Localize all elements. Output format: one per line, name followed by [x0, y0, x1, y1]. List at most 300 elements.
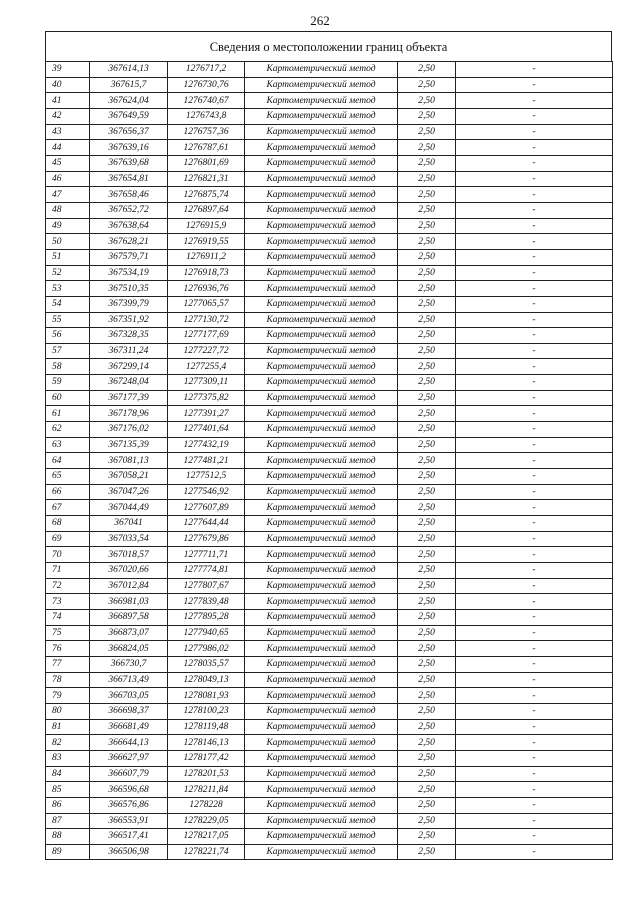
method-cell: Картометрический метод [245, 281, 398, 297]
method-cell: Картометрический метод [245, 829, 398, 845]
description-cell: - [456, 782, 613, 798]
table-row [46, 547, 613, 563]
accuracy-cell: 2,50 [398, 469, 456, 485]
y-coordinate-cell: 1277375,82 [168, 390, 245, 406]
point-number-cell: 46 [46, 171, 90, 187]
x-coordinate-cell: 366596,68 [90, 782, 168, 798]
x-coordinate-cell: 367399,79 [90, 296, 168, 312]
x-coordinate-cell: 367311,24 [90, 343, 168, 359]
method-cell: Картометрический метод [245, 171, 398, 187]
method-cell: Картометрический метод [245, 484, 398, 500]
y-coordinate-cell: 1276801,69 [168, 155, 245, 171]
table-row [46, 844, 613, 860]
y-coordinate-cell: 1278217,05 [168, 829, 245, 845]
accuracy-cell: 2,50 [398, 844, 456, 860]
y-coordinate-cell: 1277432,19 [168, 437, 245, 453]
table-row [46, 265, 613, 281]
table-row [46, 625, 613, 641]
y-coordinate-cell: 1277391,27 [168, 406, 245, 422]
table-row [46, 453, 613, 469]
description-cell: - [456, 202, 613, 218]
point-number-cell: 70 [46, 547, 90, 563]
x-coordinate-cell: 367041 [90, 516, 168, 532]
accuracy-cell: 2,50 [398, 171, 456, 187]
description-cell: - [456, 656, 613, 672]
table-row [46, 375, 613, 391]
point-number-cell: 72 [46, 578, 90, 594]
description-cell: - [456, 328, 613, 344]
y-coordinate-cell: 1277481,21 [168, 453, 245, 469]
method-cell: Картометрический метод [245, 234, 398, 250]
method-cell: Картометрический метод [245, 766, 398, 782]
accuracy-cell: 2,50 [398, 641, 456, 657]
point-number-cell: 42 [46, 108, 90, 124]
y-coordinate-cell: 1276919,55 [168, 234, 245, 250]
point-number-cell: 62 [46, 422, 90, 438]
y-coordinate-cell: 1276743,8 [168, 108, 245, 124]
accuracy-cell: 2,50 [398, 829, 456, 845]
table-row [46, 249, 613, 265]
x-coordinate-cell: 367178,96 [90, 406, 168, 422]
y-coordinate-cell: 1276821,31 [168, 171, 245, 187]
description-cell: - [456, 281, 613, 297]
method-cell: Картометрический метод [245, 500, 398, 516]
point-number-cell: 76 [46, 641, 90, 657]
accuracy-cell: 2,50 [398, 782, 456, 798]
method-cell: Картометрический метод [245, 844, 398, 860]
y-coordinate-cell: 1276911,2 [168, 249, 245, 265]
point-number-cell: 44 [46, 140, 90, 156]
x-coordinate-cell: 367510,35 [90, 281, 168, 297]
accuracy-cell: 2,50 [398, 359, 456, 375]
x-coordinate-cell: 367639,68 [90, 155, 168, 171]
x-coordinate-cell: 367177,39 [90, 390, 168, 406]
table-row [46, 390, 613, 406]
point-number-cell: 48 [46, 202, 90, 218]
x-coordinate-cell: 367656,37 [90, 124, 168, 140]
description-cell: - [456, 234, 613, 250]
accuracy-cell: 2,50 [398, 234, 456, 250]
accuracy-cell: 2,50 [398, 343, 456, 359]
table-row [46, 719, 613, 735]
y-coordinate-cell: 1277679,86 [168, 531, 245, 547]
description-cell: - [456, 437, 613, 453]
point-number-cell: 59 [46, 375, 90, 391]
table-row [46, 77, 613, 93]
point-number-cell: 81 [46, 719, 90, 735]
description-cell: - [456, 390, 613, 406]
point-number-cell: 53 [46, 281, 90, 297]
y-coordinate-cell: 1277130,72 [168, 312, 245, 328]
x-coordinate-cell: 367058,21 [90, 469, 168, 485]
point-number-cell: 51 [46, 249, 90, 265]
accuracy-cell: 2,50 [398, 656, 456, 672]
x-coordinate-cell: 366698,37 [90, 703, 168, 719]
point-number-cell: 57 [46, 343, 90, 359]
x-coordinate-cell: 367033,54 [90, 531, 168, 547]
method-cell: Картометрический метод [245, 672, 398, 688]
table-row [46, 312, 613, 328]
point-number-cell: 69 [46, 531, 90, 547]
accuracy-cell: 2,50 [398, 93, 456, 109]
x-coordinate-cell: 366607,79 [90, 766, 168, 782]
point-number-cell: 73 [46, 594, 90, 610]
y-coordinate-cell: 1276740,67 [168, 93, 245, 109]
table-row [46, 296, 613, 312]
table-row [46, 281, 613, 297]
x-coordinate-cell: 366873,07 [90, 625, 168, 641]
table-row [46, 500, 613, 516]
method-cell: Картометрический метод [245, 547, 398, 563]
table-row [46, 422, 613, 438]
accuracy-cell: 2,50 [398, 547, 456, 563]
table-row [46, 234, 613, 250]
accuracy-cell: 2,50 [398, 202, 456, 218]
description-cell: - [456, 766, 613, 782]
x-coordinate-cell: 367624,04 [90, 93, 168, 109]
point-number-cell: 39 [46, 62, 90, 78]
table-row [46, 656, 613, 672]
y-coordinate-cell: 1277807,67 [168, 578, 245, 594]
x-coordinate-cell: 367351,92 [90, 312, 168, 328]
accuracy-cell: 2,50 [398, 703, 456, 719]
y-coordinate-cell: 1276915,9 [168, 218, 245, 234]
x-coordinate-cell: 366517,41 [90, 829, 168, 845]
y-coordinate-cell: 1277401,64 [168, 422, 245, 438]
description-cell: - [456, 829, 613, 845]
x-coordinate-cell: 367248,04 [90, 375, 168, 391]
point-number-cell: 68 [46, 516, 90, 532]
description-cell: - [456, 594, 613, 610]
accuracy-cell: 2,50 [398, 218, 456, 234]
y-coordinate-cell: 1278081,93 [168, 688, 245, 704]
x-coordinate-cell: 367012,84 [90, 578, 168, 594]
point-number-cell: 50 [46, 234, 90, 250]
method-cell: Картометрический метод [245, 62, 398, 78]
table-row [46, 609, 613, 625]
accuracy-cell: 2,50 [398, 140, 456, 156]
description-cell: - [456, 469, 613, 485]
x-coordinate-cell: 367615,7 [90, 77, 168, 93]
y-coordinate-cell: 1278221,74 [168, 844, 245, 860]
method-cell: Картометрический метод [245, 202, 398, 218]
accuracy-cell: 2,50 [398, 328, 456, 344]
x-coordinate-cell: 367047,26 [90, 484, 168, 500]
point-number-cell: 74 [46, 609, 90, 625]
y-coordinate-cell: 1277986,02 [168, 641, 245, 657]
point-number-cell: 77 [46, 656, 90, 672]
y-coordinate-cell: 1277065,57 [168, 296, 245, 312]
y-coordinate-cell: 1277512,5 [168, 469, 245, 485]
y-coordinate-cell: 1278177,42 [168, 750, 245, 766]
accuracy-cell: 2,50 [398, 750, 456, 766]
method-cell: Картометрический метод [245, 594, 398, 610]
x-coordinate-cell: 366730,7 [90, 656, 168, 672]
description-cell: - [456, 93, 613, 109]
y-coordinate-cell: 1278035,57 [168, 656, 245, 672]
accuracy-cell: 2,50 [398, 813, 456, 829]
accuracy-cell: 2,50 [398, 281, 456, 297]
y-coordinate-cell: 1276787,61 [168, 140, 245, 156]
description-cell: - [456, 719, 613, 735]
y-coordinate-cell: 1276730,76 [168, 77, 245, 93]
x-coordinate-cell: 366897,58 [90, 609, 168, 625]
x-coordinate-cell: 367579,71 [90, 249, 168, 265]
accuracy-cell: 2,50 [398, 155, 456, 171]
description-cell: - [456, 171, 613, 187]
table-row [46, 62, 613, 78]
description-cell: - [456, 735, 613, 751]
table-row [46, 484, 613, 500]
x-coordinate-cell: 367628,21 [90, 234, 168, 250]
accuracy-cell: 2,50 [398, 609, 456, 625]
table-row [46, 218, 613, 234]
x-coordinate-cell: 366576,86 [90, 797, 168, 813]
boundary-table-frame [45, 31, 612, 860]
accuracy-cell: 2,50 [398, 422, 456, 438]
description-cell: - [456, 844, 613, 860]
point-number-cell: 54 [46, 296, 90, 312]
x-coordinate-cell: 367614,13 [90, 62, 168, 78]
table-row [46, 578, 613, 594]
table-row [46, 688, 613, 704]
point-number-cell: 41 [46, 93, 90, 109]
method-cell: Картометрический метод [245, 656, 398, 672]
description-cell: - [456, 703, 613, 719]
table-row [46, 124, 613, 140]
point-number-cell: 78 [46, 672, 90, 688]
accuracy-cell: 2,50 [398, 531, 456, 547]
description-cell: - [456, 609, 613, 625]
y-coordinate-cell: 1277644,44 [168, 516, 245, 532]
description-cell: - [456, 218, 613, 234]
accuracy-cell: 2,50 [398, 484, 456, 500]
table-row [46, 171, 613, 187]
point-number-cell: 80 [46, 703, 90, 719]
description-cell: - [456, 500, 613, 516]
description-cell: - [456, 155, 613, 171]
method-cell: Картометрический метод [245, 218, 398, 234]
point-number-cell: 89 [46, 844, 90, 860]
y-coordinate-cell: 1277839,48 [168, 594, 245, 610]
x-coordinate-cell: 366553,91 [90, 813, 168, 829]
method-cell: Картометрический метод [245, 155, 398, 171]
description-cell: - [456, 516, 613, 532]
table-body [46, 62, 613, 860]
table-row [46, 328, 613, 344]
method-cell: Картометрический метод [245, 453, 398, 469]
y-coordinate-cell: 1278228 [168, 797, 245, 813]
accuracy-cell: 2,50 [398, 500, 456, 516]
table-row [46, 797, 613, 813]
x-coordinate-cell: 366703,05 [90, 688, 168, 704]
point-number-cell: 87 [46, 813, 90, 829]
table-row [46, 563, 613, 579]
description-cell: - [456, 249, 613, 265]
accuracy-cell: 2,50 [398, 124, 456, 140]
x-coordinate-cell: 367020,66 [90, 563, 168, 579]
accuracy-cell: 2,50 [398, 797, 456, 813]
description-cell: - [456, 265, 613, 281]
description-cell: - [456, 62, 613, 78]
point-number-cell: 79 [46, 688, 90, 704]
table-row [46, 93, 613, 109]
description-cell: - [456, 140, 613, 156]
table-row [46, 766, 613, 782]
y-coordinate-cell: 1277607,89 [168, 500, 245, 516]
point-number-cell: 71 [46, 563, 90, 579]
point-number-cell: 86 [46, 797, 90, 813]
y-coordinate-cell: 1276717,2 [168, 62, 245, 78]
point-number-cell: 47 [46, 187, 90, 203]
method-cell: Картометрический метод [245, 813, 398, 829]
table-row [46, 406, 613, 422]
accuracy-cell: 2,50 [398, 62, 456, 78]
table-row [46, 187, 613, 203]
method-cell: Картометрический метод [245, 375, 398, 391]
x-coordinate-cell: 367176,02 [90, 422, 168, 438]
table-row [46, 516, 613, 532]
point-number-cell: 75 [46, 625, 90, 641]
method-cell: Картометрический метод [245, 609, 398, 625]
method-cell: Картометрический метод [245, 343, 398, 359]
x-coordinate-cell: 366681,49 [90, 719, 168, 735]
description-cell: - [456, 108, 613, 124]
method-cell: Картометрический метод [245, 531, 398, 547]
accuracy-cell: 2,50 [398, 265, 456, 281]
x-coordinate-cell: 367299,14 [90, 359, 168, 375]
description-cell: - [456, 187, 613, 203]
table-row [46, 343, 613, 359]
accuracy-cell: 2,50 [398, 594, 456, 610]
y-coordinate-cell: 1277774,81 [168, 563, 245, 579]
x-coordinate-cell: 366644,13 [90, 735, 168, 751]
table-row [46, 813, 613, 829]
table-title: Сведения о местоположении границ объекта [45, 31, 612, 61]
method-cell: Картометрический метод [245, 140, 398, 156]
method-cell: Картометрический метод [245, 312, 398, 328]
accuracy-cell: 2,50 [398, 77, 456, 93]
method-cell: Картометрический метод [245, 296, 398, 312]
method-cell: Картометрический метод [245, 703, 398, 719]
x-coordinate-cell: 366627,97 [90, 750, 168, 766]
description-cell: - [456, 77, 613, 93]
description-cell: - [456, 578, 613, 594]
page-number: 262 [310, 13, 330, 28]
accuracy-cell: 2,50 [398, 672, 456, 688]
x-coordinate-cell: 367135,39 [90, 437, 168, 453]
point-number-cell: 88 [46, 829, 90, 845]
method-cell: Картометрический метод [245, 437, 398, 453]
x-coordinate-cell: 367534,19 [90, 265, 168, 281]
y-coordinate-cell: 1277546,92 [168, 484, 245, 500]
point-number-cell: 61 [46, 406, 90, 422]
description-cell: - [456, 625, 613, 641]
point-number-cell: 49 [46, 218, 90, 234]
method-cell: Картометрический метод [245, 563, 398, 579]
method-cell: Картометрический метод [245, 750, 398, 766]
method-cell: Картометрический метод [245, 124, 398, 140]
y-coordinate-cell: 1277940,65 [168, 625, 245, 641]
point-number-cell: 66 [46, 484, 90, 500]
point-number-cell: 85 [46, 782, 90, 798]
description-cell: - [456, 484, 613, 500]
method-cell: Картометрический метод [245, 719, 398, 735]
accuracy-cell: 2,50 [398, 108, 456, 124]
table-row [46, 108, 613, 124]
x-coordinate-cell: 367328,35 [90, 328, 168, 344]
accuracy-cell: 2,50 [398, 375, 456, 391]
description-cell: - [456, 124, 613, 140]
accuracy-cell: 2,50 [398, 735, 456, 751]
method-cell: Картометрический метод [245, 735, 398, 751]
table-row [46, 641, 613, 657]
accuracy-cell: 2,50 [398, 625, 456, 641]
y-coordinate-cell: 1278229,05 [168, 813, 245, 829]
y-coordinate-cell: 1277227,72 [168, 343, 245, 359]
method-cell: Картометрический метод [245, 359, 398, 375]
accuracy-cell: 2,50 [398, 437, 456, 453]
description-cell: - [456, 672, 613, 688]
point-number-cell: 58 [46, 359, 90, 375]
table-row [46, 140, 613, 156]
method-cell: Картометрический метод [245, 265, 398, 281]
accuracy-cell: 2,50 [398, 249, 456, 265]
description-cell: - [456, 641, 613, 657]
y-coordinate-cell: 1277711,71 [168, 547, 245, 563]
x-coordinate-cell: 367649,59 [90, 108, 168, 124]
table-row [46, 202, 613, 218]
x-coordinate-cell: 366981,03 [90, 594, 168, 610]
table-row [46, 703, 613, 719]
method-cell: Картометрический метод [245, 390, 398, 406]
method-cell: Картометрический метод [245, 516, 398, 532]
x-coordinate-cell: 367044,49 [90, 500, 168, 516]
description-cell: - [456, 375, 613, 391]
y-coordinate-cell: 1278119,48 [168, 719, 245, 735]
description-cell: - [456, 750, 613, 766]
method-cell: Картометрический метод [245, 108, 398, 124]
description-cell: - [456, 312, 613, 328]
method-cell: Картометрический метод [245, 406, 398, 422]
x-coordinate-cell: 367652,72 [90, 202, 168, 218]
method-cell: Картометрический метод [245, 187, 398, 203]
description-cell: - [456, 688, 613, 704]
method-cell: Картометрический метод [245, 625, 398, 641]
y-coordinate-cell: 1278146,13 [168, 735, 245, 751]
table-row [46, 750, 613, 766]
accuracy-cell: 2,50 [398, 719, 456, 735]
method-cell: Картометрический метод [245, 641, 398, 657]
table-row [46, 531, 613, 547]
description-cell: - [456, 422, 613, 438]
accuracy-cell: 2,50 [398, 516, 456, 532]
boundary-coordinates-table [45, 61, 613, 860]
x-coordinate-cell: 366713,49 [90, 672, 168, 688]
point-number-cell: 65 [46, 469, 90, 485]
point-number-cell: 83 [46, 750, 90, 766]
description-cell: - [456, 547, 613, 563]
table-row [46, 594, 613, 610]
accuracy-cell: 2,50 [398, 563, 456, 579]
description-cell: - [456, 813, 613, 829]
accuracy-cell: 2,50 [398, 766, 456, 782]
table-row [46, 469, 613, 485]
description-cell: - [456, 563, 613, 579]
description-cell: - [456, 343, 613, 359]
y-coordinate-cell: 1278201,53 [168, 766, 245, 782]
table-row [46, 359, 613, 375]
